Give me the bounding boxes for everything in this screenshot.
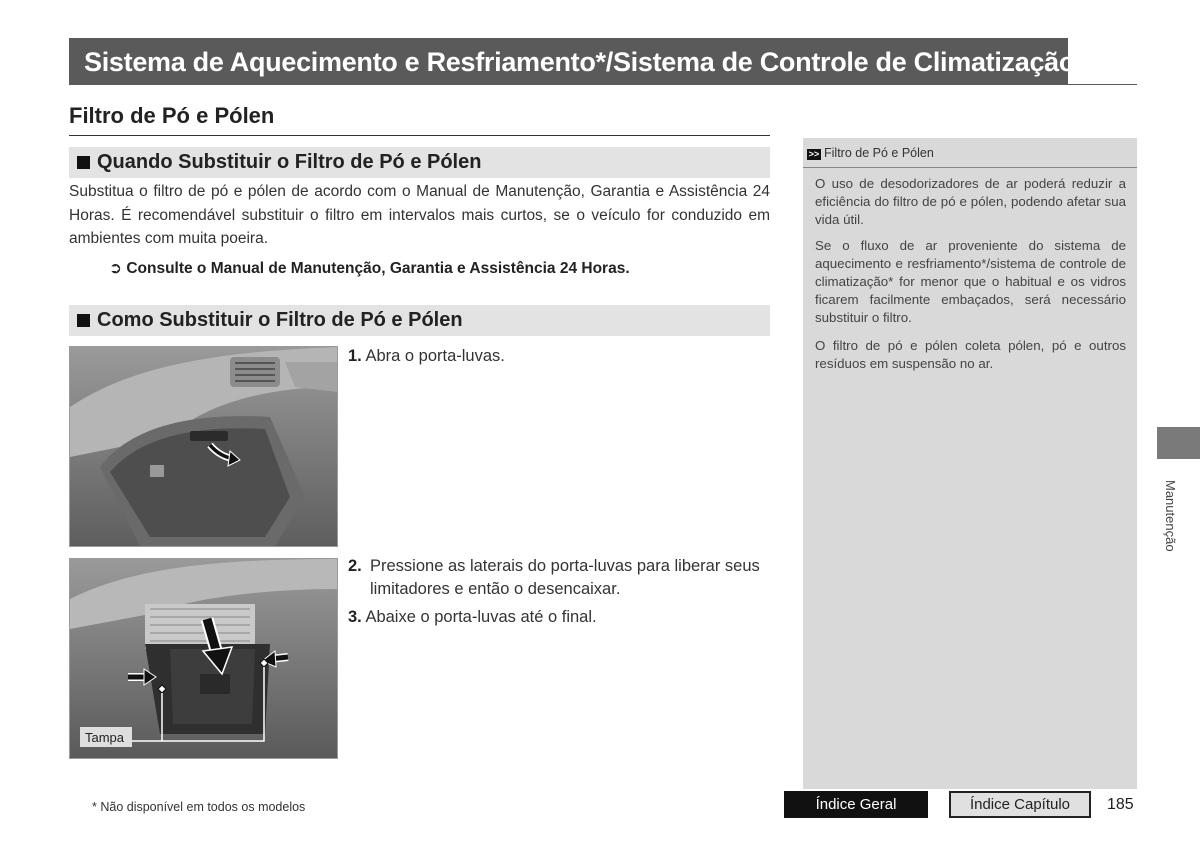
sidebar-heading xyxy=(803,144,1137,166)
sidebar-paragraph: Se o fluxo de ar proveniente do sistema de aquecimento e resfriamento*/sistema de controle de climatização* for menor que o habitual e os vidros ficarem facilmente embaçados, será necessário substituir o filtro. xyxy=(815,238,1126,325)
step-text: Abra o porta-luvas. xyxy=(365,347,505,365)
chapter-tab-label xyxy=(1158,480,1182,560)
double-chevron-icon: >> xyxy=(808,149,820,159)
reference-text: Consulte o Manual de Manutenção, Garantia e Assistência 24 Horas. xyxy=(126,260,630,277)
reference-arrow-icon: ➲ xyxy=(109,260,122,277)
index-general-button[interactable]: Índice Geral xyxy=(784,791,928,818)
chapter-tab-marker xyxy=(1157,427,1200,459)
step-3 xyxy=(348,606,768,629)
reference-link[interactable] xyxy=(109,257,630,281)
sidebar-paragraph: O uso de desodorizadores de ar poderá reduzir a eficiência do filtro de pó e pólen, podendo afetar sua vida útil. xyxy=(815,176,1126,227)
index-chapter-button[interactable]: Índice Capítulo xyxy=(949,791,1091,818)
step-text: Abaixe o porta-luvas até o final. xyxy=(365,608,597,626)
page-number: 185 xyxy=(1107,796,1134,813)
step-text: Pressione as laterais do porta-luvas para liberar seus limitadores e então o desencaixar. xyxy=(370,557,760,598)
chapter-tab-text: Manutenção xyxy=(1163,480,1178,552)
step-number: 1. xyxy=(348,347,362,365)
square-bullet-icon xyxy=(77,314,90,327)
subheader-when-replace xyxy=(69,147,770,178)
page-header-title: Sistema de Aquecimento e Resfriamento*/Sistema de Controle de Climatização* xyxy=(84,47,1086,77)
step-number: 2. xyxy=(348,557,362,575)
sidebar-heading-text: Filtro de Pó e Pólen xyxy=(824,146,934,160)
subheader-how-replace xyxy=(69,305,770,336)
sidebar-notes xyxy=(803,138,1137,789)
header-rule xyxy=(1068,84,1137,85)
sidebar-paragraph: O filtro de pó e pólen coleta pólen, pó e outros resíduos em suspensão no ar. xyxy=(815,338,1126,371)
sidebar-rule xyxy=(803,167,1137,168)
glovebox-release-illustration xyxy=(69,558,338,759)
square-bullet-icon xyxy=(77,156,90,169)
tampa-callout-label: Tampa xyxy=(85,730,125,745)
subheader-when-replace-text: Quando Substituir o Filtro de Pó e Pólen xyxy=(97,151,482,173)
step-1 xyxy=(348,345,768,368)
glovebox-open-illustration xyxy=(69,346,338,547)
footnote: * Não disponível em todos os modelos xyxy=(92,800,306,814)
section-title: Filtro de Pó e Pólen xyxy=(69,103,275,128)
step-number: 3. xyxy=(348,608,362,626)
step-2 xyxy=(348,555,770,601)
section-rule xyxy=(69,135,770,136)
subheader-how-replace-text: Como Substituir o Filtro de Pó e Pólen xyxy=(97,309,463,331)
when-replace-paragraph: Substitua o filtro de pó e pólen de acordo com o Manual de Manutenção, Garantia e Assistência 24 Horas. É recomendável substituir o filtro em intervalos mais curtos, se o veículo for conduzido em ambientes com muita poeira. xyxy=(69,183,770,247)
